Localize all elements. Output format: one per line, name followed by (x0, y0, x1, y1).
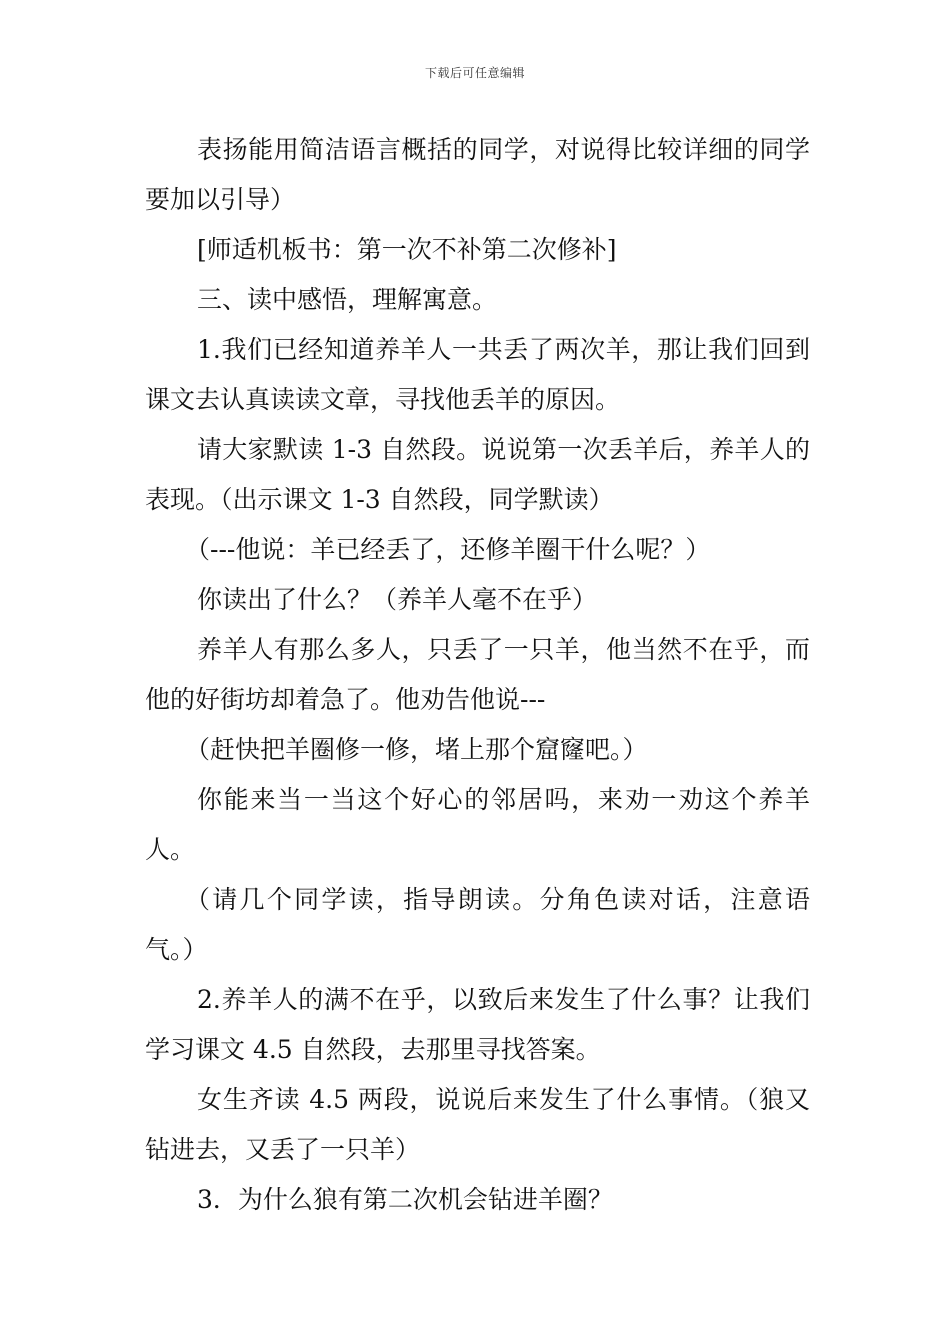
paragraph: 1.我们已经知道养羊人一共丢了两次羊，那让我们回到课文去认真读读文章，寻找他丢羊的原因。 (145, 335, 810, 414)
paragraph: [师适机板书：第一次不补第二次修补] (197, 235, 617, 264)
paragraph: 养羊人有那么多人，只丢了一只羊，他当然不在乎，而他的好街坊却着急了。他劝告他说--- (145, 635, 810, 714)
paragraph: 表扬能用简洁语言概括的同学，对说得比较详细的同学要加以引导） (145, 135, 810, 214)
paragraph: （请几个同学读，指导朗读。分角色读对话，注意语气。） (145, 885, 810, 964)
paragraph: 你读出了什么？（养羊人毫不在乎） (197, 585, 598, 614)
paragraph: 你能来当一当这个好心的邻居吗，来劝一劝这个养羊人。 (145, 785, 810, 864)
paragraph: 请大家默读 1-3 自然段。说说第一次丢羊后，养羊人的表现。（出示课文 1-3 自然段，同学默读） (145, 435, 810, 514)
document-body (145, 125, 810, 1225)
paragraph: 3．为什么狼有第二次机会钻进羊圈？ (197, 1185, 613, 1214)
paragraph: （赶快把羊圈修一修，堵上那个窟窿吧。） (185, 735, 648, 764)
section-heading: 三、读中感悟，理解寓意。 (197, 285, 498, 314)
paragraph: 女生齐读 4.5 两段，说说后来发生了什么事情。（狼又钻进去，又丢了一只羊） (145, 1085, 810, 1164)
page-header-note: 下载后可任意编辑 (424, 66, 525, 80)
paragraph: （---他说：羊已经丢了，还修羊圈干什么呢？） (185, 535, 711, 564)
paragraph: 2.养羊人的满不在乎，以致后来发生了什么事？让我们学习课文 4.5 自然段，去那里寻找答案。 (145, 985, 810, 1064)
